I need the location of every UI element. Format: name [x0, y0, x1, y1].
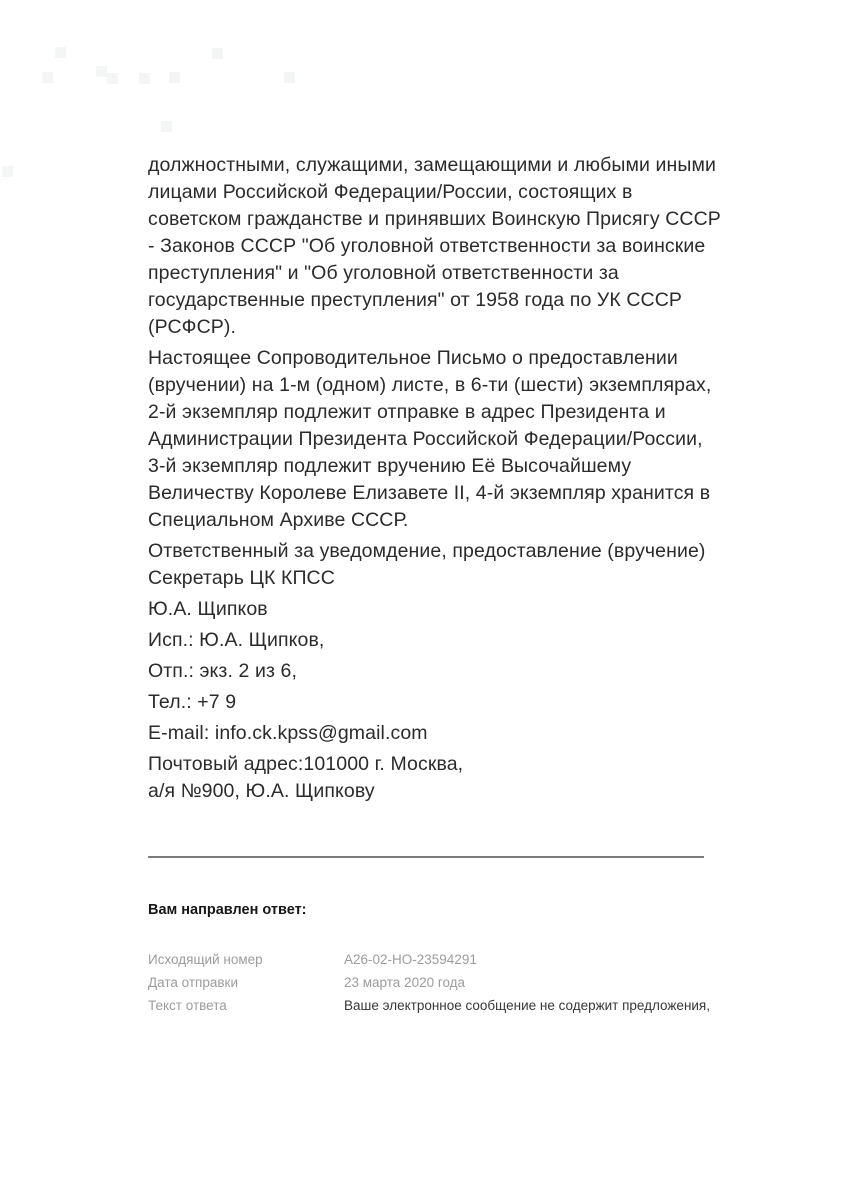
text-line: Секретарь ЦК КПСС: [148, 567, 335, 589]
text-line: Администрации Президента Российской Федерации/России,: [148, 428, 703, 450]
field-label: Дата отправки: [148, 975, 238, 990]
text-line: должностными, служащими, замещающими и любыми иными: [148, 154, 716, 176]
text-line: Величеству Королеве Елизавете II, 4-й экземпляр хранится в: [148, 482, 711, 504]
text-line: советском гражданстве и принявших Воинскую Присягу СССР: [148, 208, 721, 230]
scan-artifact: [2, 166, 13, 177]
postal-address: [148, 751, 723, 805]
table-row: [148, 948, 723, 971]
text-line: лицами Российской Федерации/России, состоящих в: [148, 181, 633, 203]
text-line: (РСФСР).: [148, 316, 236, 338]
paragraph: [148, 152, 723, 341]
field-label: Текст ответа: [148, 998, 227, 1013]
scan-artifact: [139, 73, 150, 84]
text-line: Тел.: +7 9: [148, 691, 237, 713]
copies-line: [148, 658, 723, 685]
text-line: E-mail: info.ck.kpss@gmail.com: [148, 722, 428, 744]
table-row: [148, 994, 723, 1017]
field-value: А26-02-НО-23594291: [344, 952, 477, 967]
text-line: (вручении) на 1-м (одном) листе, в 6-ти (шести) экземплярах,: [148, 374, 712, 396]
text-line: Отп.: экз. 2 из 6,: [148, 660, 297, 682]
text-line: Настоящее Сопроводительное Письмо о предоставлении: [148, 347, 678, 369]
scan-artifact: [55, 47, 66, 58]
field-value: 23 марта 2020 года: [344, 975, 466, 990]
scan-artifact: [107, 73, 118, 84]
text-line: 2-й экземпляр подлежит отправке в адрес Президента и: [148, 401, 666, 423]
text-line: Специальном Архиве СССР.: [148, 509, 409, 531]
paragraph: [148, 345, 723, 534]
scan-artifact: [169, 72, 180, 83]
email-line: [148, 720, 723, 747]
table-row: [148, 971, 723, 994]
letter-body: [148, 152, 723, 1017]
signature-name: [148, 596, 723, 623]
text-line: преступления" и "Об уголовной ответственности за: [148, 262, 619, 284]
text-line: Ю.А. Щипков: [148, 598, 268, 620]
text-line: Исп.: Ю.А. Щипков,: [148, 629, 325, 651]
paragraph: [148, 538, 723, 592]
text-line: Почтовый адрес:101000 г. Москва,: [148, 753, 464, 775]
text-line: - Законов СССР "Об уголовной ответственности за воинские: [148, 235, 706, 257]
phone-line: [148, 689, 723, 716]
divider: [148, 856, 704, 858]
scan-artifact: [161, 121, 172, 132]
executor-line: [148, 627, 723, 654]
text-line: а/я №900, Ю.А. Щипкову: [148, 780, 375, 802]
scan-artifact: [96, 66, 107, 77]
text-line: 3-й экземпляр подлежит вручению Её Высочайшему: [148, 455, 632, 477]
scan-artifact: [284, 72, 295, 83]
text-line: государственные преступления" от 1958 года по УК СССР: [148, 289, 683, 311]
reply-table: [148, 948, 723, 1017]
scan-artifact: [212, 48, 223, 59]
field-value: Ваше электронное сообщение не содержит предложения,: [344, 998, 710, 1013]
text-line: Ответственный за уведомдение, предоставление (вручение): [148, 540, 706, 562]
field-label: Исходящий номер: [148, 952, 263, 967]
scan-artifact: [42, 72, 53, 83]
reply-heading: Вам направлен ответ:: [148, 902, 307, 918]
